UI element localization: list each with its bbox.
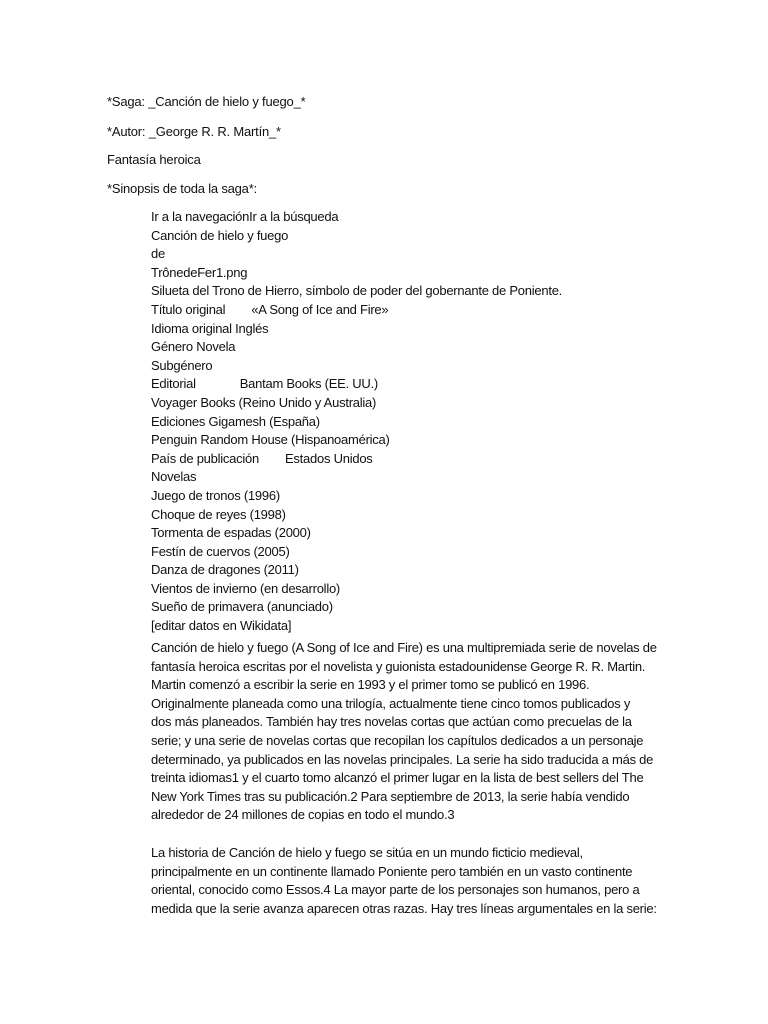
novel-item: Vientos de invierno (en desarrollo): [151, 580, 341, 596]
publisher-value: Bantam Books (EE. UU.): [239, 376, 378, 392]
publisher-label: Editorial: [151, 376, 196, 392]
paragraph-line: alrededor de 24 millones de copias en todo el mundo.3: [151, 807, 455, 823]
novel-item: Juego de tronos (1996): [151, 487, 280, 503]
genre-value: Novela: [196, 339, 236, 355]
original-language-value: Inglés: [235, 320, 269, 336]
country-row: [151, 450, 671, 469]
country-value: Estados Unidos: [285, 450, 373, 466]
paragraph-line: fantasía heroica escritas por el novelista y guionista estadounidense George R. R. Martin.: [151, 658, 646, 674]
publisher-row-3: Ediciones Gigamesh (España): [151, 413, 320, 429]
infobox-de: de: [151, 246, 165, 262]
paragraph-line: medida que la serie avanza aparecen otras razas. Hay tres líneas argumentales en la serie:: [151, 900, 657, 916]
original-language-row: [151, 320, 671, 339]
subgenre-row: Subgénero: [151, 357, 213, 373]
infobox-block: [151, 208, 671, 636]
genre-label: Género: [151, 339, 193, 355]
paragraph-line: Canción de hielo y fuego (A Song of Ice and Fire) es una multipremiada serie de novelas de: [151, 640, 657, 655]
paragraph-line: New York Times tras su publicación.2 Para septiembre de 2013, la serie había vendido: [151, 788, 630, 804]
paragraph-line: oriental, conocido como Essos.4 La mayor parte de los personajes son humanos, pero a: [151, 882, 640, 898]
publisher-row: [151, 375, 671, 394]
novel-item: Choque de reyes (1998): [151, 506, 286, 522]
publisher-row-2: Voyager Books (Reino Unido y Australia): [151, 394, 377, 410]
novel-item: Tormenta de espadas (2000): [151, 525, 311, 541]
image-filename: TrônedeFer1.png: [151, 264, 248, 280]
paragraph-line: treinta idiomas1 y el cuarto tomo alcanzó el primer lugar en la lista de best sellers del The: [151, 770, 644, 786]
paragraph-line: dos más planeados. También hay tres novelas cortas que actúan como precuelas de la: [151, 714, 632, 730]
paragraph-line: determinado, ya publicados en las novelas principales. La serie ha sido traducida a más de: [151, 751, 654, 767]
author-line: *Autor: _George R. R. Martín_*: [107, 124, 281, 139]
original-language-label: Idioma original: [151, 320, 232, 336]
saga-line: *Saga: _Canción de hielo y fuego_*: [107, 94, 306, 109]
novel-item: Festín de cuervos (2005): [151, 543, 290, 559]
country-label: País de publicación: [151, 450, 259, 466]
paragraph-line: serie; y una serie de novelas cortas que recopilan los capítulos dedicados a un personaje: [151, 732, 644, 748]
paragraph-line: Originalmente planeada como una trilogía, actualmente tiene cinco tomos publicados y: [151, 695, 631, 711]
paragraph-intro: [151, 639, 661, 825]
synopsis-heading: *Sinopsis de toda la saga*:: [107, 181, 257, 196]
original-title-label: Título original: [151, 301, 226, 317]
genre-row: [151, 338, 671, 357]
novels-label: Novelas: [151, 469, 197, 485]
paragraph-line: La historia de Canción de hielo y fuego se sitúa en un mundo ficticio medieval,: [151, 845, 583, 860]
nav-links-text: Ir a la navegaciónIr a la búsqueda: [151, 209, 339, 224]
genre-line: Fantasía heroica: [107, 152, 201, 167]
infobox-title: Canción de hielo y fuego: [151, 227, 289, 243]
original-title-value: «A Song of Ice and Fire»: [251, 301, 389, 317]
image-caption: Silueta del Trono de Hierro, símbolo de poder del gobernante de Poniente.: [151, 283, 563, 299]
original-title-row: [151, 301, 671, 320]
paragraph-line: Martin comenzó a escribir la serie en 1993 y el primer tomo se publicó en 1996.: [151, 677, 590, 693]
paragraph-setting: [151, 844, 661, 918]
novel-item: Sueño de primavera (anunciado): [151, 599, 333, 615]
publisher-row-4: Penguin Random House (Hispanoamérica): [151, 432, 390, 448]
edit-wikidata-link: [editar datos en Wikidata]: [151, 618, 292, 634]
paragraph-line: principalmente en un continente llamado Poniente pero también en un vasto continente: [151, 863, 633, 879]
novel-item: Danza de dragones (2011): [151, 562, 299, 578]
